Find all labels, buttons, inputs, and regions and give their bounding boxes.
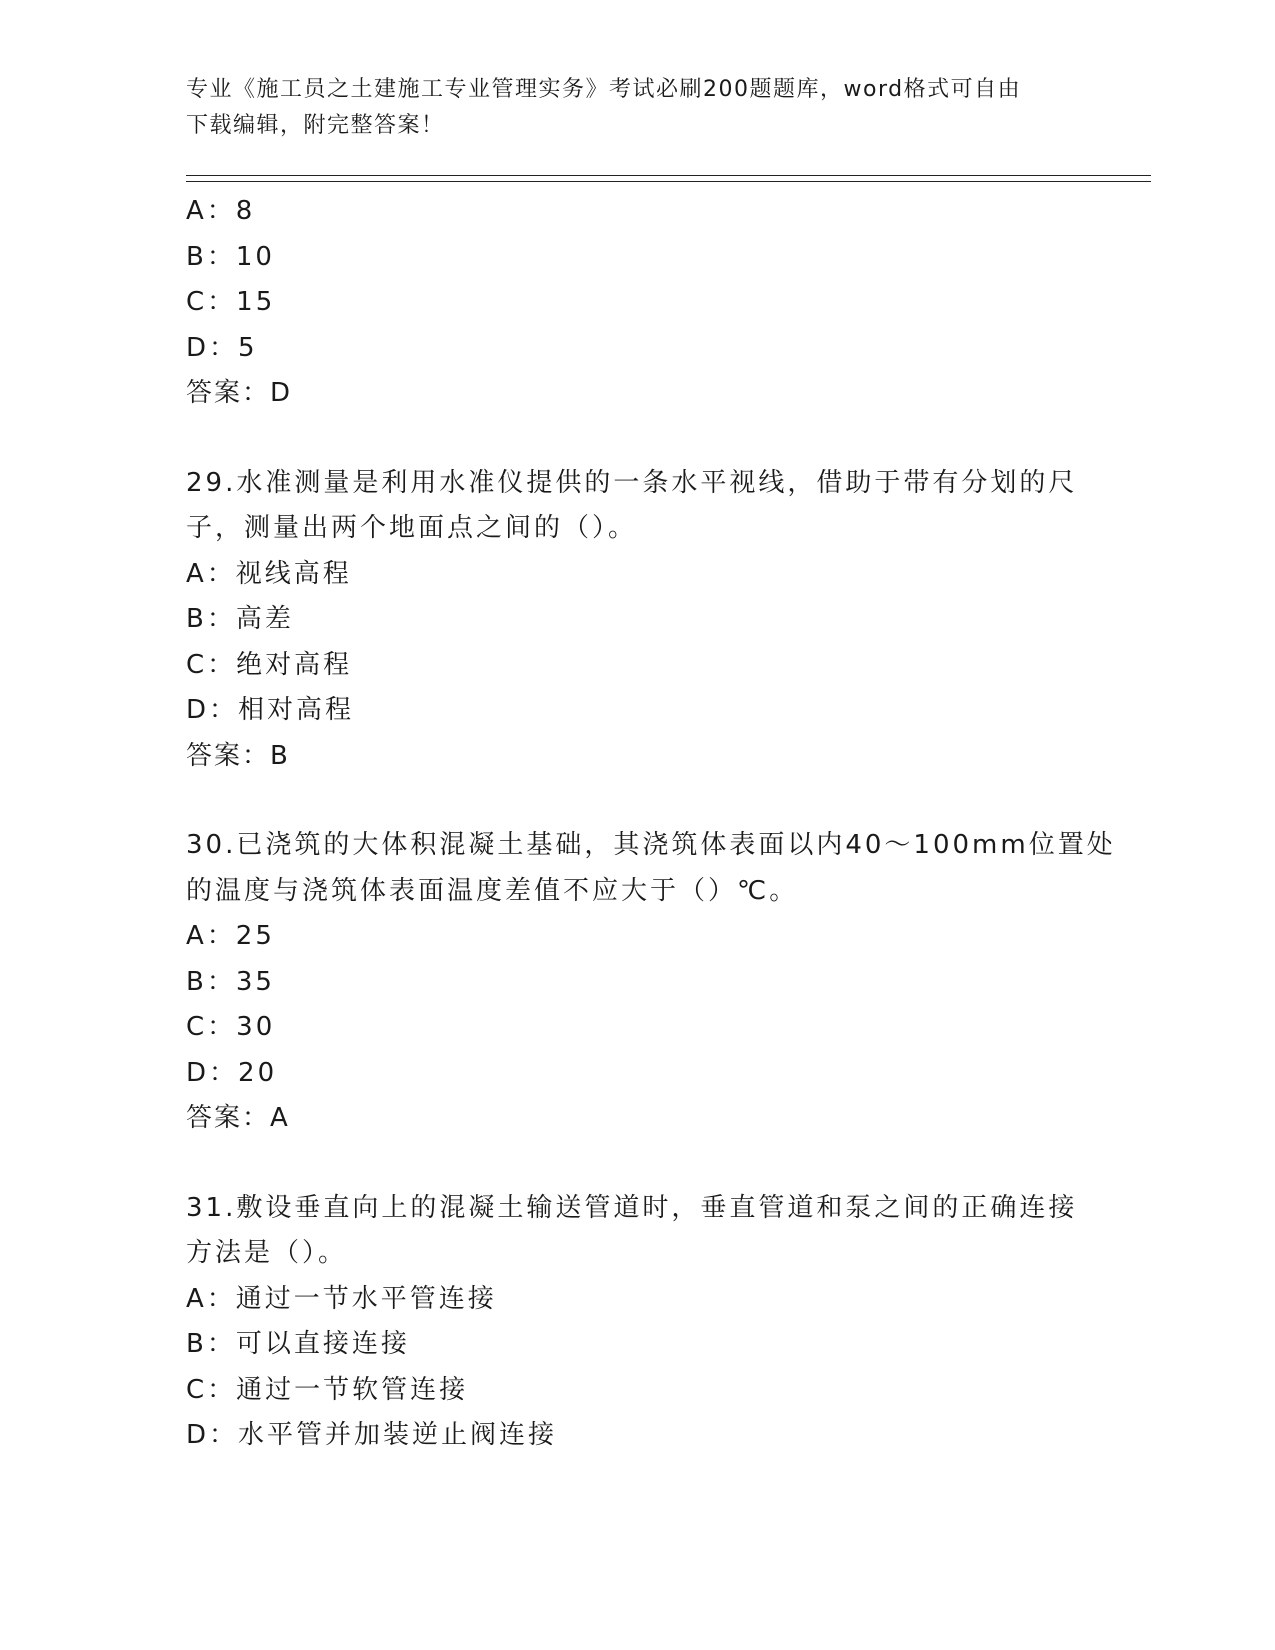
header-divider-bottom [186, 181, 1151, 182]
header-line-1: 专业《施工员之土建施工专业管理实务》考试必刷200题题库，word格式可自由 [186, 77, 1022, 102]
question-29 [186, 461, 1086, 780]
option-a: A：25 [186, 921, 275, 951]
option-d: D：水平管并加装逆止阀连接 [186, 1420, 558, 1450]
option-a: A：视线高程 [186, 558, 352, 589]
answer: 答案：B [186, 740, 290, 771]
spacer [186, 1142, 1086, 1186]
option-b: B：可以直接连接 [186, 1329, 410, 1359]
question-28-continued [186, 189, 1086, 417]
option-d: D：20 [186, 1057, 278, 1088]
question-list [186, 189, 1116, 1459]
question-text-line-1: 31.敷设垂直向上的混凝土输送管道时，垂直管道和泵之间的正确连接 [186, 1192, 1078, 1223]
question-text-line-2: 方法是（）。 [186, 1238, 348, 1268]
answer: 答案：D [186, 378, 293, 408]
spacer [186, 779, 1086, 823]
question-31 [186, 1186, 1086, 1459]
option-d: D：5 [186, 332, 258, 363]
option-b: B：35 [186, 966, 275, 997]
option-a: A：8 [186, 196, 256, 226]
answer: 答案：A [186, 1103, 290, 1133]
spacer [186, 417, 1086, 461]
option-c: C：通过一节软管连接 [186, 1374, 469, 1405]
question-text-line-2: 的温度与浇筑体表面温度差值不应大于（）℃。 [186, 875, 799, 906]
option-c: C：30 [186, 1012, 276, 1042]
question-text-line-1: 30.已浇筑的大体积混凝土基础，其浇筑体表面以内40～100mm位置处 [186, 830, 1116, 860]
question-text-line-1: 29.水准测量是利用水准仪提供的一条水平视线，借助于带有分划的尺 [186, 467, 1078, 498]
option-c: C：15 [186, 287, 276, 317]
option-d: D：相对高程 [186, 695, 355, 725]
option-c: C：绝对高程 [186, 649, 353, 680]
option-b: B：10 [186, 241, 275, 272]
option-a: A：通过一节水平管连接 [186, 1283, 497, 1314]
header-divider-top [186, 175, 1151, 176]
question-30 [186, 823, 1116, 1142]
document-header [186, 72, 1066, 144]
option-b: B：高差 [186, 604, 294, 634]
question-text-line-2: 子，测量出两个地面点之间的（）。 [186, 513, 638, 543]
header-line-2: 下载编辑，附完整答案！ [186, 113, 445, 138]
